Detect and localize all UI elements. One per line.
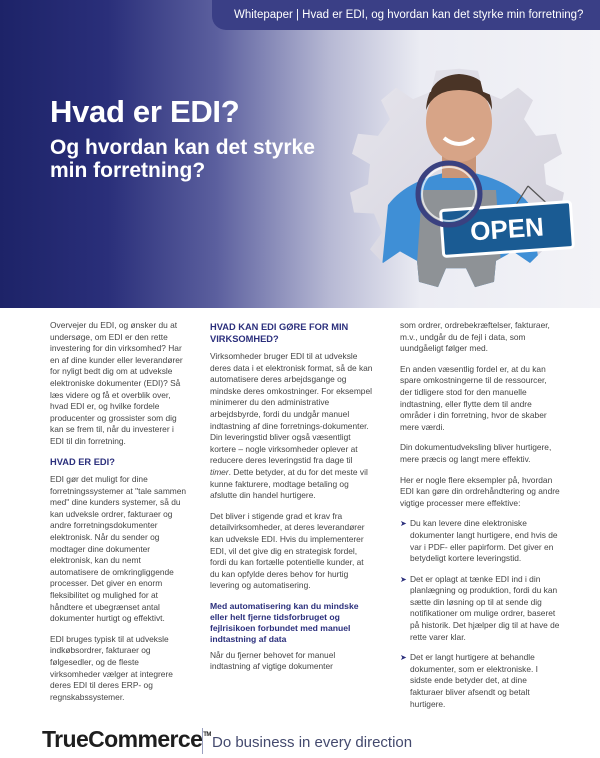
edi-used-paragraph: EDI bruges typisk til at udveksle indkøbsordrer, fakturaer og følgesedler, og de fleste virksomheder vælger at integrere deres EDI til deres ERP- og regnskabssystemer. — [50, 633, 173, 702]
footer — [0, 724, 600, 758]
benefits-emphasis: timer — [210, 466, 229, 477]
whitepaper-tab: Whitepaper | Hvad er EDI, og hvordan kan det styrke min forretning? — [212, 0, 600, 30]
benefits-paragraph — [210, 351, 374, 502]
column-3 — [400, 320, 560, 719]
bullet-text: Det er langt hurtigere at behandle dokumenter, som er elektroniske. I sidste ende betyder det, at dine fakturaer bliver afsendt og betalt hurtigere. — [410, 652, 539, 709]
automation-lead: Med automatisering kan du mindske eller helt fjerne tidsforbruget og fejlrisikoen forbundet med manuel indtastning af data — [210, 600, 359, 644]
page-subtitle: Og hvordan kan det styrke min forretning? — [50, 136, 315, 182]
bullet-text: Du kan levere dine elektroniske dokumenter langt hurtigere, end hvis de var i PDF- eller papirform. Det giver en betydeligt kortere leveringstid. — [410, 518, 558, 564]
truecommerce-logo — [42, 726, 211, 753]
arrow-bullet-icon: ➤ — [400, 519, 407, 529]
title-prefix: Hvad er — [50, 94, 170, 129]
list-item — [400, 652, 560, 710]
footer-divider — [202, 728, 203, 754]
logo-commerce: Commerce — [88, 726, 203, 752]
tagline: Do business in every direction — [212, 734, 413, 751]
arrow-bullet-icon: ➤ — [400, 574, 407, 584]
hero-banner — [0, 0, 600, 308]
intro-paragraph: Overvejer du EDI, og ønsker du at undersøge, om EDI er den rette investering for din virksomhed? Har en af dine kunder eller leverandører for nyligt bedt dig om at udveksle elektroniske dokumenter (EDI)? Så læs videre og få et overblik over, hvad EDI er, og hvilke fordele producenter og grossister som dig kan se frem til, når du investerer i EDI til din forretning. — [50, 320, 183, 446]
benefits-text-2: . Dette betyder, at du for det meste vil kunne fakturere, modtage betaling og afslutte din handel hurtigere. — [210, 466, 368, 501]
logo-tm: TM — [203, 732, 211, 738]
continued-paragraph: som ordrer, ordrebekræftelser, fakturaer, m.v., undgår du de fejl i data, som uundgåeligt følger med. — [400, 320, 550, 354]
manual-entry-paragraph: Når du fjerner behovet for manuel indtastning af vigtige dokumenter — [210, 649, 336, 672]
benefits-text-1: Virksomheder bruger EDI til at udveksle deres data i et elektronisk format, så de kan automatisere deres arbejdsgange og mindske deres omkostninger. For eksempel minimerer du den administrative arbejdsbyrde, fordi du undgår manuel indtastning af dine forretnings-dokumenter. Din leveringstid bliver også væsentligt kortere – nogle virksomheder oplever at reducere deres leveringstid fra dage til — [210, 351, 373, 466]
bullet-text: Det er oplagt at tænke EDI ind i din planlægning og produktion, fordi du kan sætte din løsning op til at sende dig notifikationer om mulige ordrer, baseret på historik. Det hjælper dig til at have de rette varer klar. — [410, 573, 560, 642]
what-is-edi-paragraph: EDI gør det muligt for dine forretningssystemer at "tale sammen med" dine kunders systemer, så du kan udveksle ordrer, fakturaer og andre forretningsdokumenter elektronisk. Når du sender og modtager dine dokumenter elektronisk, kan du nemt automatisere de omkringliggende processer. Det giver en enorm fleksibilitet og mulighed for at håndtere et ubegrænset antal dokumenter hurtigt og effektivt. — [50, 474, 187, 624]
list-item — [400, 574, 560, 644]
exchange-paragraph: Din dokumentudveksling bliver hurtigere, mere præcis og langt mere effektiv. — [400, 442, 552, 464]
open-sign — [441, 202, 574, 257]
heading-what-is-edi: HVAD ER EDI? — [50, 456, 115, 467]
title-edi: EDI — [169, 94, 221, 129]
logo-true: True — [42, 726, 89, 752]
column-2 — [210, 320, 374, 682]
heading-what-can-edi-do: HVAD KAN EDI GØRE FOR MIN VIRKSOMHED? — [210, 322, 349, 344]
page-title — [50, 94, 239, 130]
list-item — [400, 518, 560, 564]
title-suffix: ? — [220, 94, 240, 129]
arrow-bullet-icon: ➤ — [400, 653, 407, 663]
column-1 — [50, 320, 190, 712]
demand-paragraph: Det bliver i stigende grad et krav fra detailvirksomheder, at deres leverandører kan udveksle EDI. Hvis du implementerer EDI, vil det give dig en strategisk fordel, fordi du kan fortælle potentielle kunder, at du kan opfylde deres behov for hurtig levering og automatisering. — [210, 510, 365, 591]
examples-paragraph: Her er nogle flere eksempler på, hvordan EDI kan gøre din ordrehåndtering og andre vigtige processer mere effektive: — [400, 474, 560, 508]
cost-paragraph: En anden væsentlig fordel er, at du kan spare omkostningerne til de ressourcer, der tidligere stod for den manuelle indtastning, eller flytte dem til andre områder i din forretning, hvor de skaber mere værdi. — [400, 363, 547, 432]
shopkeeper-photo — [318, 30, 600, 308]
open-sign-text: OPEN — [469, 211, 545, 247]
